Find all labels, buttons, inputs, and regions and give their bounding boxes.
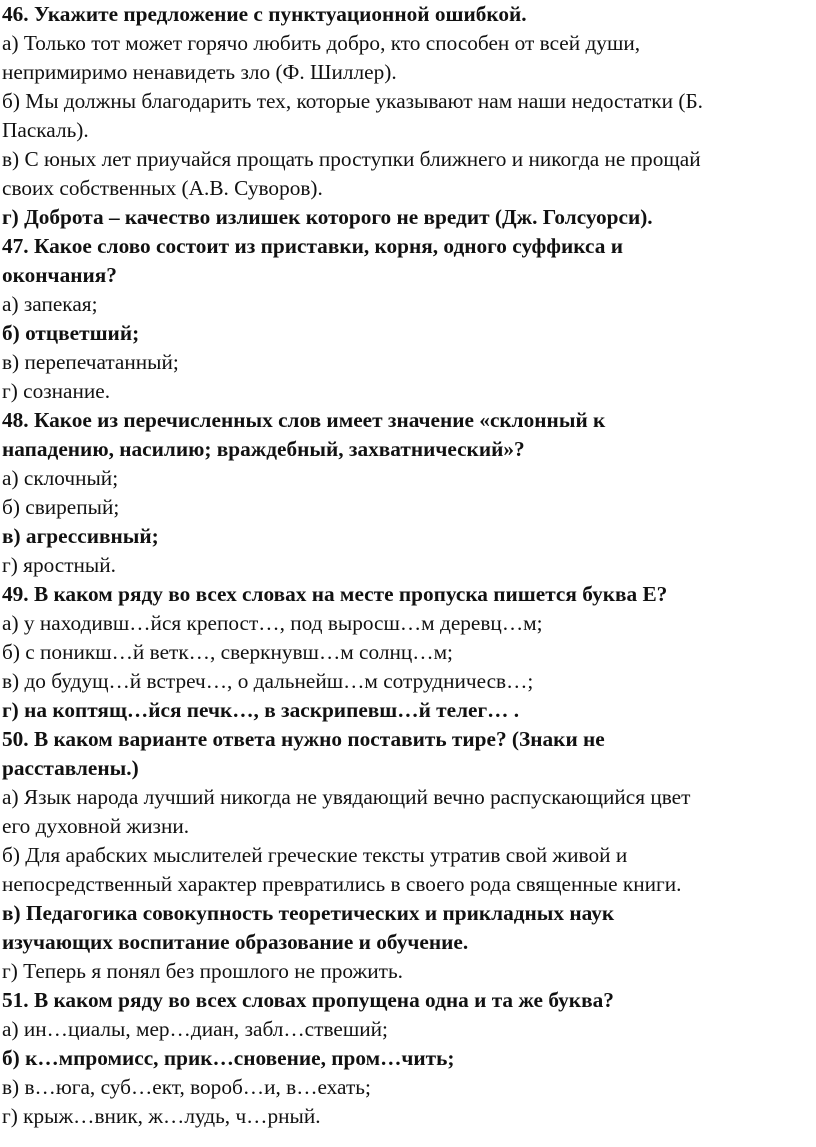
question-title-cont: окончания?	[2, 263, 117, 287]
answer-option-d: г) сознание.	[2, 379, 111, 403]
question-title-cont: нападению, насилию; враждебный, захватнический»?	[2, 437, 525, 461]
correct-answer-option-b: б) к…мпромисс, прик…сновение, пром…чить;	[2, 1046, 455, 1070]
question-title: 47. Какое слово состоит из приставки, корня, одного суффикса и	[2, 234, 623, 258]
answer-option-a: а) Только тот может горячо любить добро, кто способен от всей души,	[2, 31, 641, 55]
answer-option-a: а) запекая;	[2, 292, 98, 316]
answer-option-b: б) свирепый;	[2, 495, 120, 519]
answer-option-b-cont: Паскаль).	[2, 118, 89, 142]
question-title: 48. Какое из перечисленных слов имеет значение «склонный к	[2, 408, 606, 432]
correct-answer-option-d: г) на коптящ…йся печк…, в заскрипевш…й телег… .	[2, 698, 520, 722]
question-title: 46. Укажите предложение с пунктуационной ошибкой.	[2, 2, 527, 26]
answer-option-c: в) С юных лет приучайся прощать проступки ближнего и никогда не прощай	[2, 147, 701, 171]
answer-option-d: г) яростный.	[2, 553, 116, 577]
answer-option-d: г) Теперь я понял без прошлого не прожить.	[2, 959, 403, 983]
answer-option-b: б) Для арабских мыслителей греческие тексты утратив свой живой и	[2, 843, 628, 867]
answer-option-a: а) ин…циалы, мер…диан, забл…ствеший;	[2, 1017, 388, 1041]
answer-option-c-cont: своих собственных (А.В. Суворов).	[2, 176, 323, 200]
answer-option-b: б) с поникш…й ветк…, сверкнувш…м солнц…м;	[2, 640, 453, 664]
question-title: 50. В каком варианте ответа нужно поставить тире? (Знаки не	[2, 727, 605, 751]
answer-option-a-cont: непримиримо ненавидеть зло (Ф. Шиллер).	[2, 60, 397, 84]
correct-answer-option-c: в) агрессивный;	[2, 524, 159, 548]
question-47	[2, 232, 816, 406]
question-title: 49. В каком ряду во всех словах на месте пропуска пишется буква Е?	[2, 582, 668, 606]
correct-answer-option-c-cont: изучающих воспитание образование и обучение.	[2, 930, 469, 954]
answer-option-b-cont: непосредственный характер превратились в своего рода священные книги.	[2, 872, 682, 896]
answer-option-c: в) до будущ…й встреч…, о дальнейш…м сотрудничесв…;	[2, 669, 534, 693]
answer-option-a: а) у находивш…йся крепост…, под выросш…м деревц…м;	[2, 611, 543, 635]
question-48	[2, 406, 816, 580]
question-46	[2, 0, 816, 232]
answer-option-b: б) Мы должны благодарить тех, которые указывают нам наши недостатки (Б.	[2, 89, 703, 113]
answer-option-a: а) Язык народа лучший никогда не увядающий вечно распускающийся цвет	[2, 785, 691, 809]
question-title: 51. В каком ряду во всех словах пропущена одна и та же буква?	[2, 988, 614, 1012]
question-title-cont: расставлены.)	[2, 756, 139, 780]
question-50	[2, 725, 816, 986]
answer-option-a-cont: его духовной жизни.	[2, 814, 190, 838]
answer-option-a: а) склочный;	[2, 466, 119, 490]
correct-answer-option-c: в) Педагогика совокупность теоретических и прикладных наук	[2, 901, 615, 925]
question-49	[2, 580, 816, 725]
correct-answer-option-b: б) отцветший;	[2, 321, 140, 345]
answer-option-c: в) перепечатанный;	[2, 350, 179, 374]
question-51	[2, 986, 816, 1131]
answer-option-c: в) в…юга, суб…ект, вороб…и, в…ехать;	[2, 1075, 371, 1099]
correct-answer-option-d: г) Доброта – качество излишек которого не вредит (Дж. Голсуорси).	[2, 205, 653, 229]
answer-option-d: г) крыж…вник, ж…лудь, ч…рный.	[2, 1104, 321, 1128]
